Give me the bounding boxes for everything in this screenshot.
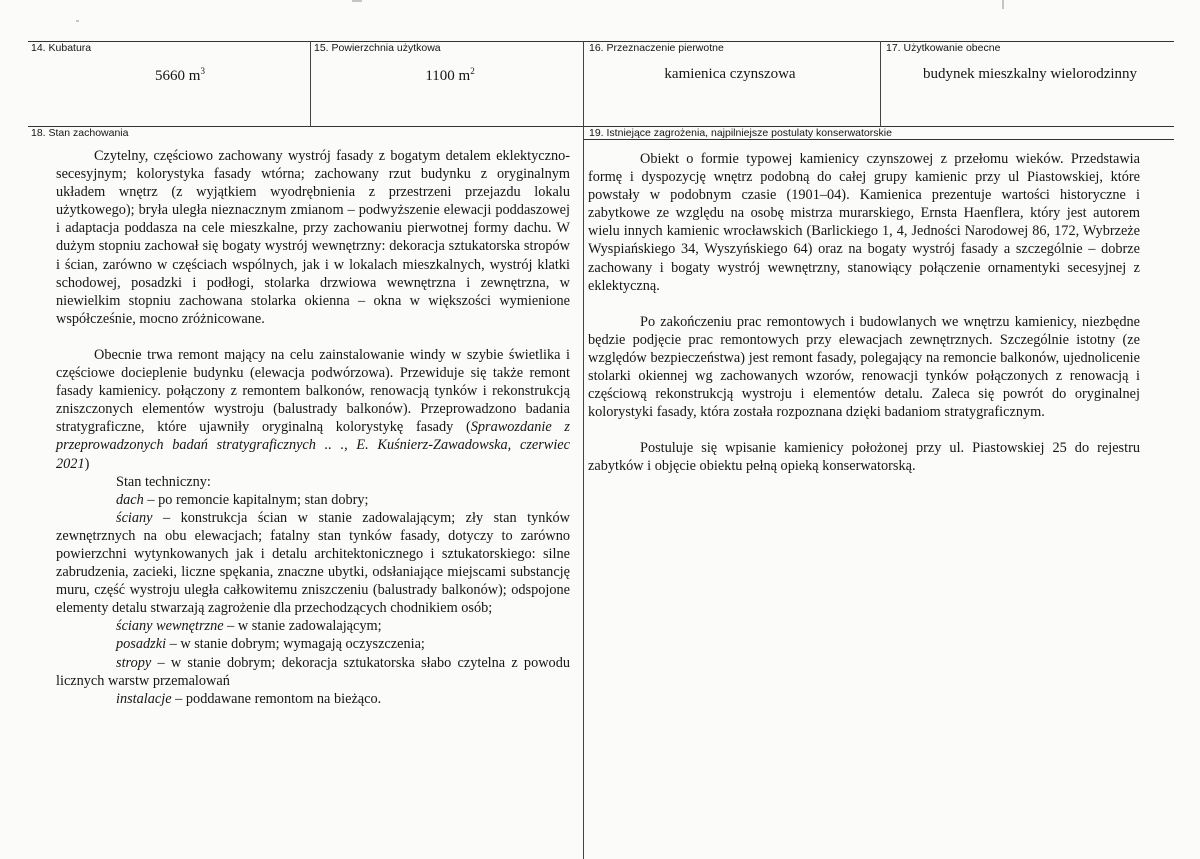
- field-value: [130, 66, 230, 85]
- tech-item-text: – w stanie dobrym; wymagają oczyszczenia;: [166, 636, 425, 653]
- table-column-divider: [583, 41, 584, 859]
- unit-exponent: 3: [200, 66, 205, 76]
- field-label: 16. Przeznaczenie pierwotne: [589, 42, 724, 54]
- section-label-stan: 18. Stan zachowania: [31, 127, 129, 139]
- tech-state-title: Stan techniczny:: [116, 473, 211, 490]
- tech-item-text: – konstrukcja ścian w stanie zadowalającym; zły stan tynków zewnętrznych na obu elewacjach; fatalny stan tynków fasady, dotyczy to zarówno powierzchni wytynkowanych jak i detalu architektonicznego i sztukatorskiego: silne zabrudzenia, zacieki, liczne spękania, znaczne ubytki, odsłaniające miejscami substancję muru, część wystroju uległa całkowitemu zniszczeniu (balustrady balkonów); odspojone elementy detalu stwarzają zagrożenie dla przechodzących chodnikiem osób;: [56, 509, 570, 617]
- tech-item-term: posadzki: [116, 636, 167, 653]
- tech-item: [56, 635, 570, 653]
- field-label: 14. Kubatura: [31, 42, 92, 54]
- field-label: 17. Użytkowanie obecne: [886, 42, 1001, 54]
- kubatura-value: 5660 m: [155, 68, 201, 84]
- przeznaczenie-value: kamienica czynszowa: [664, 66, 796, 82]
- citation: Sprawozdanie z przeprowadzonych badań stratygraficznych .. ., E. Kuśnierz-Zawadowska, czerwiec 2021: [56, 419, 570, 472]
- zagrozenia-text: [588, 150, 1140, 476]
- stan-zachowania-text: [56, 147, 570, 708]
- tech-item: [56, 690, 570, 708]
- tech-item-text: – poddawane remontom na bieżąco.: [171, 690, 382, 707]
- tech-item-term: ściany wewnętrzne: [116, 618, 224, 635]
- tech-item: [56, 509, 570, 618]
- field-label: 15. Powierzchnia użytkowa: [314, 42, 441, 54]
- tech-item-term: instalacje: [116, 690, 172, 707]
- tech-item-term: ściany: [116, 509, 153, 526]
- field-value: [400, 66, 500, 85]
- paragraph: Postuluje się wpisanie kamienicy położonej przy ul. Piastowskiej 25 do rejestru zabytków i objęcie obiektu pełną opieką konserwatorską.: [588, 440, 1140, 475]
- powierzchnia-value: 1100 m: [425, 68, 471, 84]
- scan-mark: [76, 20, 79, 22]
- paragraph: Po zakończeniu prac remontowych i budowlanych we wnętrzu kamienicy, niezbędne będzie podjęcie prac remontowych przy elewacjach zewnętrznych. Szczególnie istotny (ze względów bezpieczeństwa) jest remont fasady, polegający na remoncie balkonów, ujednolicenie stolarki okiennej wg zachowanych wzorów, renowacji tynków połączonych z renowacją i częściową rekonstrukcją wystroju i elementów detalu. Zaleca się powrót do oryginalnej kolorystyki fasady, która została rozpoznana dzięki badaniom stratygraficznym.: [588, 313, 1140, 421]
- unit-exponent: 2: [470, 66, 475, 76]
- table-row-divider: [583, 139, 1174, 140]
- paragraph: Czytelny, częściowo zachowany wystrój fasady z bogatym detalem eklektyczno-secesyjnym; kolorystyka fasady wtórna; zachowany rzut budynku z oryginalnym układem wnętrz (z wyjątkiem wyodrębnienia z przestrzeni przejazdu lokalu użytkowego); bryła uległa nieznacznym zmianom – podwyższenie elewacji poddaszowej i adaptacja poddasza na cele mieszkalne, przy zachowaniu pierwotnej formy dachu. W dużym stopniu zachował się bogaty wystrój wewnętrzny: dekoracja sztukatorska stropów i ścian, zarówno w częściach wspólnych, jak i w lokalach mieszkalnych, wystrój klatki schodowej, posadzki i podłogi, stolarka drzwiowa wewnętrzna i zewnętrzna, w niewielkim stopniu zachowana stolarka okienna – okna w większości wymienione współcześnie, mocno zróżnicowane.: [56, 148, 570, 327]
- tech-item-text: – po remoncie kapitalnym; stan dobry;: [143, 491, 369, 508]
- scan-mark: [352, 0, 362, 2]
- scan-mark: [1002, 0, 1004, 9]
- tech-item: [56, 617, 570, 635]
- uzytkowanie-value: budynek mieszkalny wielorodzinny: [922, 66, 1138, 82]
- tech-item-term: dach: [116, 491, 144, 508]
- tech-item-text: – w stanie zadowalającym;: [223, 618, 382, 635]
- tech-item: [56, 491, 570, 509]
- tech-item-text: – w stanie dobrym; dekoracja sztukatorska słabo czytelna z powodu licznych warstw przemalowań: [56, 654, 570, 689]
- paragraph-end: ): [84, 455, 90, 472]
- table-column-divider: [310, 41, 311, 127]
- table-column-divider: [880, 41, 881, 127]
- paragraph: Obiekt o formie typowej kamienicy czynszowej z przełomu wieków. Przedstawia formę i dyspozycję wnętrz podobną do całej grupy kamienic przy ul Piastowskiej, które powstały w podobnym czasie (1901–04). Kamienica prezentuje wartości historyczne i zabytkowe ze względu na osobę mistrza murarskiego, Ernsta Haenflera, który jest autorem wielu innych kamienic wrocławskich (Barlickiego 1, 4, Jedności Narodowej 86, 172, Wybrzeże Wyspiańskiego 34, Wyszyńskiego 64) oraz na bogaty wystrój fasady a szczególnie – dobrze zachowany i bogaty wystrój wewnętrzny, stanowiący połączenie ornamentyki secesyjnej z eklektyczną.: [588, 151, 1140, 294]
- paragraph-text: Obecnie trwa remont mający na celu zainstalowanie windy w szybie świetlika i częściowe docieplenie budynku (elewacja podwórzowa). Przewiduje się także remont fasady kamienicy. połączony z remontem balkonów, renowacją tynków i rekonstrukcją zniszczonych elementów wystroju (balustrady balkonów). Przeprowadzono badania stratygraficzne, które ujawniły oryginalną kolorystykę fasady (: [56, 346, 570, 436]
- tech-item: [56, 654, 570, 690]
- paragraph: [56, 346, 570, 473]
- section-label-zagrozenia: 19. Istniejące zagrożenia, najpilniejsze postulaty konserwatorskie: [589, 127, 892, 139]
- tech-item-term: stropy: [116, 654, 152, 671]
